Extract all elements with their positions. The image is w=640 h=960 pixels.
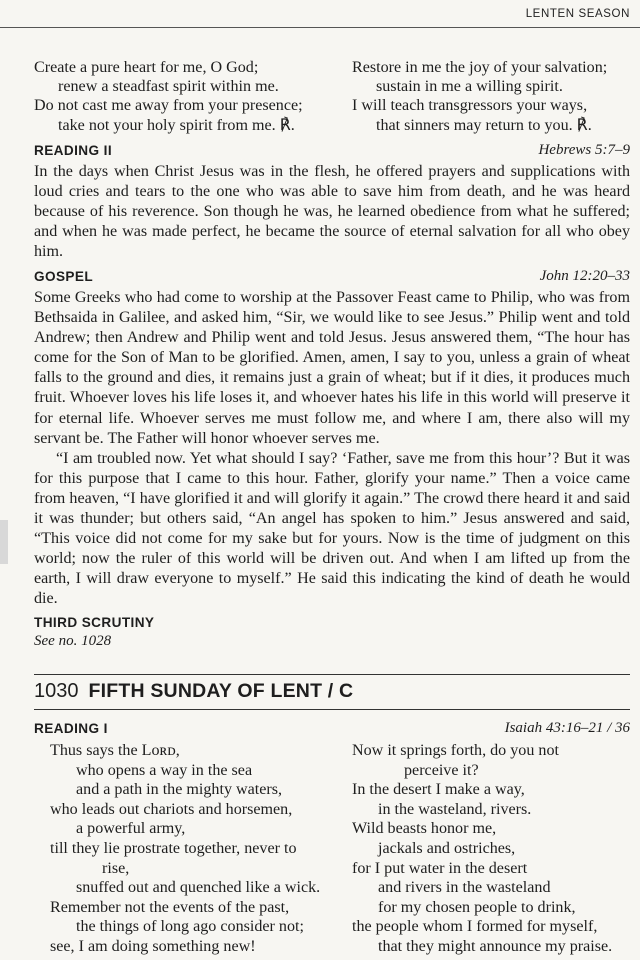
psalm-line: Restore in me the joy of your salvation; bbox=[352, 59, 608, 76]
verse-line: In the desert I make a way, bbox=[352, 781, 525, 799]
header-rule bbox=[0, 27, 640, 28]
verse-line: the people whom I formed for myself, bbox=[352, 918, 598, 936]
reading1-label: READING I bbox=[34, 721, 108, 736]
verse-line: and rivers in the wasteland bbox=[378, 879, 551, 897]
verse-line: rise, bbox=[102, 859, 130, 877]
section-title-row bbox=[34, 680, 630, 706]
psalm-line: that sinners may return to you. ℟. bbox=[376, 116, 592, 134]
verse-line: perceive it? bbox=[404, 761, 479, 779]
verse-line: jackals and ostriches, bbox=[378, 839, 516, 857]
reading1-right-column bbox=[352, 741, 612, 957]
gospel-text bbox=[34, 288, 630, 610]
verse-line: who opens a way in the sea bbox=[76, 761, 253, 779]
running-header: LENTEN SEASON bbox=[525, 8, 630, 20]
section-bottom-rule bbox=[34, 709, 630, 710]
scrutiny-see-reference: See no. 1028 bbox=[34, 633, 112, 649]
gospel-citation: John 12:20–33 bbox=[539, 268, 630, 284]
psalm-line: I will teach transgressors your ways, bbox=[352, 97, 588, 115]
reading1-left-column bbox=[34, 741, 320, 957]
psalm-line: Create a pure heart for me, O God; bbox=[34, 59, 259, 76]
reading2-paragraph: In the days when Christ Jesus was in the flesh, he offered prayers and supplications with loud cries and tears to the one who was able to save him from death, and he was heard because of his reverence. Son though he was, he learned obedience from what he suffered; and when he was made perfect, he became the source of eternal salvation for all who obey him. bbox=[34, 163, 630, 261]
verse-line: for I put water in the desert bbox=[352, 859, 528, 877]
reading2-citation: Hebrews 5:7–9 bbox=[538, 142, 630, 158]
verse-line: Now it springs forth, do you not bbox=[352, 742, 559, 759]
verse-line: Remember not the events of the past, bbox=[50, 898, 290, 916]
verse-line: snuffed out and quenched like a wick. bbox=[76, 879, 321, 897]
verse-line: the things of long ago consider not; bbox=[76, 918, 304, 936]
psalm-line: take not your holy spirit from me. ℟. bbox=[58, 116, 295, 134]
gospel-paragraph-2: “I am troubled now. Yet what should I say? ‘Father, save me from this hour’? But it was for this purpose that I came to this hour. Father, glorify your name.” Then a voice came from heaven, “I have glorified it and will glorify it again.” The crowd there heard it and said it was thunder; but others said, “An angel has spoken to him.” Jesus answered and said, “This voice did not come for my sake but for yours. Now is the time of judgment on this world; now the ruler of this world will be driven out. And when I am lifted up from the earth, I will draw everyone to myself.” He said this indicating the kind of death he would die. bbox=[34, 449, 630, 608]
verse-line: in the wasteland, rivers. bbox=[378, 800, 532, 818]
gospel-paragraph-1: Some Greeks who had come to worship at the Passover Feast came to Philip, who was from Bethsaida in Galilee, and asked him, “Sir, we would like to see Jesus.” Philip went and told Andrew; then Andrew and Philip went and told Jesus. Jesus answered them, “The hour has come for the Son of Man to be glorified. Amen, amen, I say to you, unless a grain of wheat falls to the ground and dies, it remains just a grain of wheat; but if it dies, it produces much fruit. Whoever loves his life loses it, and whoever hates his life in this world will preserve it for eternal life. Whoever serves me must follow me, and where I am, there also will my servant be. The Father will honor whoever serves me. bbox=[34, 289, 630, 447]
verse-line: that they might announce my praise. bbox=[378, 937, 613, 955]
reading2-label: READING II bbox=[34, 143, 113, 158]
verse-line: for my chosen people to drink, bbox=[378, 898, 576, 916]
scrutiny-label: THIRD SCRUTINY bbox=[34, 615, 155, 630]
page-edge-tab bbox=[0, 520, 8, 564]
psalm-line: renew a steadfast spirit within me. bbox=[58, 78, 279, 96]
verse-line: Thus says the Lᴏʀᴅ, bbox=[50, 742, 180, 759]
section-number: 1030 bbox=[34, 680, 79, 702]
verse-line: and a path in the mighty waters, bbox=[76, 781, 283, 799]
verse-line: a powerful army, bbox=[76, 820, 186, 838]
verse-line: see, I am doing something new! bbox=[50, 937, 256, 955]
psalm-left-column bbox=[34, 58, 303, 135]
psalm-right-column bbox=[352, 58, 607, 135]
psalm-line: Do not cast me away from your presence; bbox=[34, 97, 303, 115]
reading2-text bbox=[34, 162, 630, 262]
verse-line: Wild beasts honor me, bbox=[352, 820, 497, 838]
section-title: FIFTH SUNDAY OF LENT / C bbox=[88, 680, 354, 702]
psalm-line: sustain in me a willing spirit. bbox=[376, 78, 563, 96]
section-top-rule bbox=[34, 674, 630, 675]
gospel-label: GOSPEL bbox=[34, 269, 94, 284]
verse-line: who leads out chariots and horsemen, bbox=[50, 800, 293, 818]
verse-line: till they lie prostrate together, never to bbox=[50, 839, 297, 857]
reading1-citation: Isaiah 43:16–21 / 36 bbox=[504, 720, 630, 736]
